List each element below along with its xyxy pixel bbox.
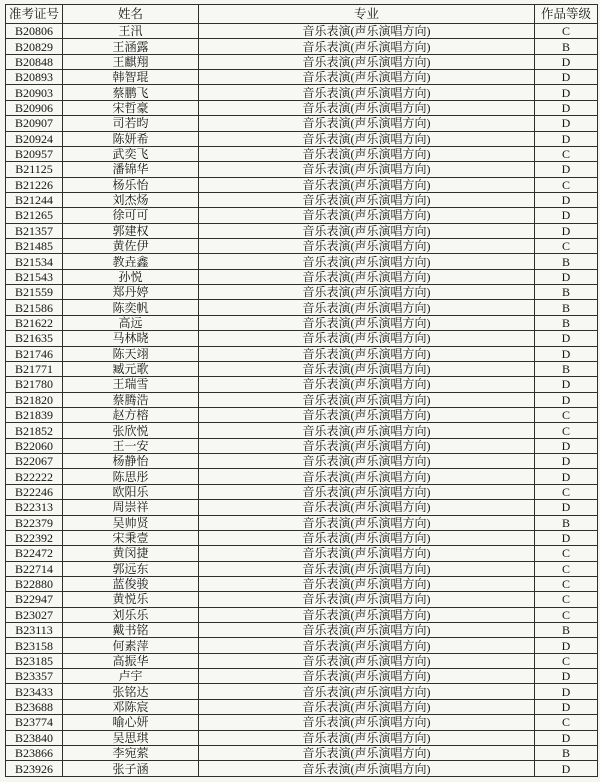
cell-major: 音乐表演(声乐演唱方向)	[199, 546, 535, 561]
cell-exam-id: B21586	[6, 300, 63, 315]
cell-name: 马林晓	[63, 331, 199, 346]
cell-name: 黄悦乐	[63, 592, 199, 607]
cell-major: 音乐表演(声乐演唱方向)	[199, 653, 535, 668]
cell-major: 音乐表演(声乐演唱方向)	[199, 469, 535, 484]
cell-major: 音乐表演(声乐演唱方向)	[199, 208, 535, 223]
cell-grade: C	[535, 177, 598, 192]
cell-grade: D	[535, 223, 598, 238]
cell-exam-id: B21839	[6, 407, 63, 422]
cell-exam-id: B22222	[6, 469, 63, 484]
cell-grade: D	[535, 85, 598, 100]
cell-major: 音乐表演(声乐演唱方向)	[199, 146, 535, 161]
cell-exam-id: B21265	[6, 208, 63, 223]
cell-major: 音乐表演(声乐演唱方向)	[199, 239, 535, 254]
cell-grade: C	[535, 546, 598, 561]
cell-grade: D	[535, 70, 598, 85]
cell-exam-id: B21559	[6, 285, 63, 300]
cell-name: 高振华	[63, 653, 199, 668]
cell-name: 张铭达	[63, 684, 199, 699]
cell-name: 徐可可	[63, 208, 199, 223]
cell-major: 音乐表演(声乐演唱方向)	[199, 24, 535, 39]
cell-exam-id: B22067	[6, 454, 63, 469]
table-row	[6, 638, 598, 653]
cell-major: 音乐表演(声乐演唱方向)	[199, 254, 535, 269]
table-row	[6, 607, 598, 622]
cell-name: 韩智琨	[63, 70, 199, 85]
cell-name: 赵方榕	[63, 407, 199, 422]
cell-grade: C	[535, 146, 598, 161]
table-row	[6, 70, 598, 85]
cell-grade: B	[535, 515, 598, 530]
cell-name: 蓝俊骏	[63, 576, 199, 591]
cell-major: 音乐表演(声乐演唱方向)	[199, 438, 535, 453]
cell-grade: B	[535, 300, 598, 315]
table-row	[6, 331, 598, 346]
cell-major: 音乐表演(声乐演唱方向)	[199, 515, 535, 530]
table-row	[6, 116, 598, 131]
cell-name: 刘杰炀	[63, 192, 199, 207]
cell-name: 张子涵	[63, 761, 199, 777]
cell-major: 音乐表演(声乐演唱方向)	[199, 576, 535, 591]
cell-name: 郭建权	[63, 223, 199, 238]
table-row	[6, 361, 598, 376]
cell-name: 潘锦华	[63, 162, 199, 177]
cell-exam-id: B22714	[6, 561, 63, 576]
cell-grade: D	[535, 530, 598, 545]
cell-grade: B	[535, 285, 598, 300]
cell-grade: D	[535, 100, 598, 115]
cell-name: 臧元歌	[63, 361, 199, 376]
cell-name: 杨静怡	[63, 454, 199, 469]
cell-major: 音乐表演(声乐演唱方向)	[199, 407, 535, 422]
cell-grade: C	[535, 484, 598, 499]
cell-grade: D	[535, 500, 598, 515]
cell-exam-id: B21357	[6, 223, 63, 238]
header-major: 专业	[199, 5, 535, 24]
table-row	[6, 177, 598, 192]
table-row	[6, 162, 598, 177]
cell-exam-id: B21622	[6, 315, 63, 330]
table-row	[6, 239, 598, 254]
cell-grade: D	[535, 269, 598, 284]
cell-exam-id: B21244	[6, 192, 63, 207]
cell-name: 郑丹婷	[63, 285, 199, 300]
cell-grade: D	[535, 684, 598, 699]
cell-major: 音乐表演(声乐演唱方向)	[199, 192, 535, 207]
table-row	[6, 269, 598, 284]
cell-exam-id: B23113	[6, 623, 63, 638]
header-exam-id: 准考证号	[6, 5, 63, 24]
cell-exam-id: B22313	[6, 500, 63, 515]
cell-name: 黄佐伊	[63, 239, 199, 254]
cell-exam-id: B21780	[6, 377, 63, 392]
cell-name: 周崇祥	[63, 500, 199, 515]
cell-grade: D	[535, 730, 598, 745]
table-row	[6, 484, 598, 499]
cell-grade: D	[535, 116, 598, 131]
cell-exam-id: B21534	[6, 254, 63, 269]
cell-exam-id: B20893	[6, 70, 63, 85]
cell-grade: D	[535, 162, 598, 177]
table-row	[6, 576, 598, 591]
cell-exam-id: B20903	[6, 85, 63, 100]
cell-exam-id: B22379	[6, 515, 63, 530]
cell-major: 音乐表演(声乐演唱方向)	[199, 500, 535, 515]
cell-exam-id: B23866	[6, 745, 63, 760]
cell-name: 孙悦	[63, 269, 199, 284]
cell-grade: C	[535, 653, 598, 668]
table-row	[6, 669, 598, 684]
cell-major: 音乐表演(声乐演唱方向)	[199, 377, 535, 392]
table-row	[6, 392, 598, 407]
cell-grade: B	[535, 361, 598, 376]
cell-major: 音乐表演(声乐演唱方向)	[199, 131, 535, 146]
cell-name: 陈妍希	[63, 131, 199, 146]
table-row	[6, 407, 598, 422]
cell-exam-id: B22947	[6, 592, 63, 607]
cell-major: 音乐表演(声乐演唱方向)	[199, 669, 535, 684]
cell-name: 蔡鹏飞	[63, 85, 199, 100]
cell-name: 何素萍	[63, 638, 199, 653]
cell-major: 音乐表演(声乐演唱方向)	[199, 745, 535, 760]
cell-grade: B	[535, 315, 598, 330]
cell-major: 音乐表演(声乐演唱方向)	[199, 223, 535, 238]
table-row	[6, 500, 598, 515]
table-row	[6, 54, 598, 69]
cell-grade: D	[535, 638, 598, 653]
cell-major: 音乐表演(声乐演唱方向)	[199, 623, 535, 638]
cell-major: 音乐表演(声乐演唱方向)	[199, 116, 535, 131]
cell-exam-id: B23433	[6, 684, 63, 699]
cell-grade: D	[535, 669, 598, 684]
cell-name: 杨乐怡	[63, 177, 199, 192]
cell-exam-id: B20957	[6, 146, 63, 161]
cell-major: 音乐表演(声乐演唱方向)	[199, 730, 535, 745]
cell-major: 音乐表演(声乐演唱方向)	[199, 300, 535, 315]
cell-grade: D	[535, 331, 598, 346]
cell-exam-id: B21485	[6, 239, 63, 254]
cell-exam-id: B23688	[6, 699, 63, 714]
cell-name: 宋哲豪	[63, 100, 199, 115]
cell-name: 张欣悦	[63, 423, 199, 438]
cell-exam-id: B23926	[6, 761, 63, 777]
cell-major: 音乐表演(声乐演唱方向)	[199, 561, 535, 576]
table-row	[6, 546, 598, 561]
cell-major: 音乐表演(声乐演唱方向)	[199, 715, 535, 730]
cell-major: 音乐表演(声乐演唱方向)	[199, 361, 535, 376]
cell-exam-id: B23774	[6, 715, 63, 730]
cell-name: 吴思琪	[63, 730, 199, 745]
table-row	[6, 623, 598, 638]
cell-grade: D	[535, 54, 598, 69]
cell-grade: B	[535, 39, 598, 54]
cell-major: 音乐表演(声乐演唱方向)	[199, 39, 535, 54]
cell-name: 李宛萦	[63, 745, 199, 760]
cell-grade: D	[535, 454, 598, 469]
cell-major: 音乐表演(声乐演唱方向)	[199, 285, 535, 300]
cell-grade: D	[535, 192, 598, 207]
cell-major: 音乐表演(声乐演唱方向)	[199, 177, 535, 192]
table-row	[6, 315, 598, 330]
cell-major: 音乐表演(声乐演唱方向)	[199, 346, 535, 361]
cell-exam-id: B22880	[6, 576, 63, 591]
cell-major: 音乐表演(声乐演唱方向)	[199, 70, 535, 85]
cell-major: 音乐表演(声乐演唱方向)	[199, 269, 535, 284]
cell-exam-id: B23357	[6, 669, 63, 684]
header-row	[6, 5, 598, 24]
cell-grade: D	[535, 377, 598, 392]
table-row	[6, 653, 598, 668]
cell-exam-id: B21543	[6, 269, 63, 284]
cell-name: 王瑞雪	[63, 377, 199, 392]
cell-major: 音乐表演(声乐演唱方向)	[199, 761, 535, 777]
table-header	[6, 5, 598, 24]
cell-name: 吴帅贤	[63, 515, 199, 530]
cell-name: 王麒翔	[63, 54, 199, 69]
header-name: 姓名	[63, 5, 199, 24]
table-row	[6, 745, 598, 760]
cell-exam-id: B20848	[6, 54, 63, 69]
table-row	[6, 208, 598, 223]
cell-exam-id: B23027	[6, 607, 63, 622]
header-grade: 作品等级	[535, 5, 598, 24]
cell-name: 教垚鑫	[63, 254, 199, 269]
table-row	[6, 530, 598, 545]
cell-major: 音乐表演(声乐演唱方向)	[199, 638, 535, 653]
table-row	[6, 423, 598, 438]
cell-exam-id: B20806	[6, 24, 63, 39]
cell-major: 音乐表演(声乐演唱方向)	[199, 423, 535, 438]
cell-grade: D	[535, 392, 598, 407]
cell-grade: B	[535, 745, 598, 760]
cell-exam-id: B22392	[6, 530, 63, 545]
cell-name: 陈思彤	[63, 469, 199, 484]
cell-exam-id: B20829	[6, 39, 63, 54]
cell-major: 音乐表演(声乐演唱方向)	[199, 454, 535, 469]
cell-grade: C	[535, 24, 598, 39]
cell-exam-id: B21852	[6, 423, 63, 438]
cell-grade: B	[535, 623, 598, 638]
results-table	[5, 4, 598, 777]
cell-grade: B	[535, 254, 598, 269]
cell-exam-id: B20906	[6, 100, 63, 115]
cell-grade: D	[535, 469, 598, 484]
cell-grade: C	[535, 576, 598, 591]
cell-exam-id: B21635	[6, 331, 63, 346]
table-row	[6, 715, 598, 730]
cell-major: 音乐表演(声乐演唱方向)	[199, 100, 535, 115]
cell-grade: C	[535, 239, 598, 254]
table-row	[6, 454, 598, 469]
table-row	[6, 146, 598, 161]
cell-grade: D	[535, 131, 598, 146]
cell-exam-id: B21226	[6, 177, 63, 192]
cell-major: 音乐表演(声乐演唱方向)	[199, 331, 535, 346]
cell-name: 陈天翊	[63, 346, 199, 361]
cell-major: 音乐表演(声乐演唱方向)	[199, 684, 535, 699]
cell-name: 武奕飞	[63, 146, 199, 161]
cell-major: 音乐表演(声乐演唱方向)	[199, 592, 535, 607]
cell-exam-id: B23158	[6, 638, 63, 653]
cell-grade: C	[535, 561, 598, 576]
table-row	[6, 761, 598, 777]
cell-name: 王涵露	[63, 39, 199, 54]
cell-name: 欧阳乐	[63, 484, 199, 499]
table-row	[6, 730, 598, 745]
cell-major: 音乐表演(声乐演唱方向)	[199, 699, 535, 714]
table-row	[6, 377, 598, 392]
table-row	[6, 131, 598, 146]
table-row	[6, 39, 598, 54]
cell-name: 宋秉壹	[63, 530, 199, 545]
table-row	[6, 469, 598, 484]
table-row	[6, 285, 598, 300]
cell-exam-id: B22060	[6, 438, 63, 453]
table-row	[6, 192, 598, 207]
table-row	[6, 254, 598, 269]
cell-exam-id: B22246	[6, 484, 63, 499]
cell-exam-id: B23185	[6, 653, 63, 668]
cell-major: 音乐表演(声乐演唱方向)	[199, 54, 535, 69]
table-row	[6, 100, 598, 115]
cell-name: 戴书铭	[63, 623, 199, 638]
cell-exam-id: B20907	[6, 116, 63, 131]
cell-exam-id: B20924	[6, 131, 63, 146]
cell-grade: D	[535, 346, 598, 361]
table-row	[6, 515, 598, 530]
table-row	[6, 346, 598, 361]
cell-name: 蔡腾浩	[63, 392, 199, 407]
cell-name: 卢宇	[63, 669, 199, 684]
cell-grade: C	[535, 715, 598, 730]
cell-major: 音乐表演(声乐演唱方向)	[199, 162, 535, 177]
cell-name: 喻心妍	[63, 715, 199, 730]
cell-name: 黄闵捷	[63, 546, 199, 561]
table-body	[6, 24, 598, 777]
cell-major: 音乐表演(声乐演唱方向)	[199, 607, 535, 622]
table-row	[6, 85, 598, 100]
cell-grade: D	[535, 438, 598, 453]
cell-name: 陈奕帆	[63, 300, 199, 315]
cell-name: 王一安	[63, 438, 199, 453]
table-row	[6, 24, 598, 39]
cell-exam-id: B21820	[6, 392, 63, 407]
table-row	[6, 300, 598, 315]
cell-exam-id: B21125	[6, 162, 63, 177]
cell-name: 高远	[63, 315, 199, 330]
cell-major: 音乐表演(声乐演唱方向)	[199, 484, 535, 499]
cell-exam-id: B21746	[6, 346, 63, 361]
cell-exam-id: B23840	[6, 730, 63, 745]
table-row	[6, 592, 598, 607]
cell-major: 音乐表演(声乐演唱方向)	[199, 530, 535, 545]
cell-major: 音乐表演(声乐演唱方向)	[199, 315, 535, 330]
cell-major: 音乐表演(声乐演唱方向)	[199, 392, 535, 407]
cell-name: 司若昀	[63, 116, 199, 131]
cell-exam-id: B22472	[6, 546, 63, 561]
table-row	[6, 684, 598, 699]
table-row	[6, 438, 598, 453]
cell-name: 郭远东	[63, 561, 199, 576]
cell-name: 刘乐乐	[63, 607, 199, 622]
cell-grade: C	[535, 407, 598, 422]
cell-name: 王汛	[63, 24, 199, 39]
cell-grade: C	[535, 592, 598, 607]
cell-grade: C	[535, 607, 598, 622]
cell-grade: D	[535, 761, 598, 777]
table-row	[6, 699, 598, 714]
table-row	[6, 223, 598, 238]
table-row	[6, 561, 598, 576]
cell-name: 邓陈宸	[63, 699, 199, 714]
cell-major: 音乐表演(声乐演唱方向)	[199, 85, 535, 100]
cell-grade: D	[535, 699, 598, 714]
cell-exam-id: B21771	[6, 361, 63, 376]
cell-grade: C	[535, 423, 598, 438]
cell-grade: D	[535, 208, 598, 223]
